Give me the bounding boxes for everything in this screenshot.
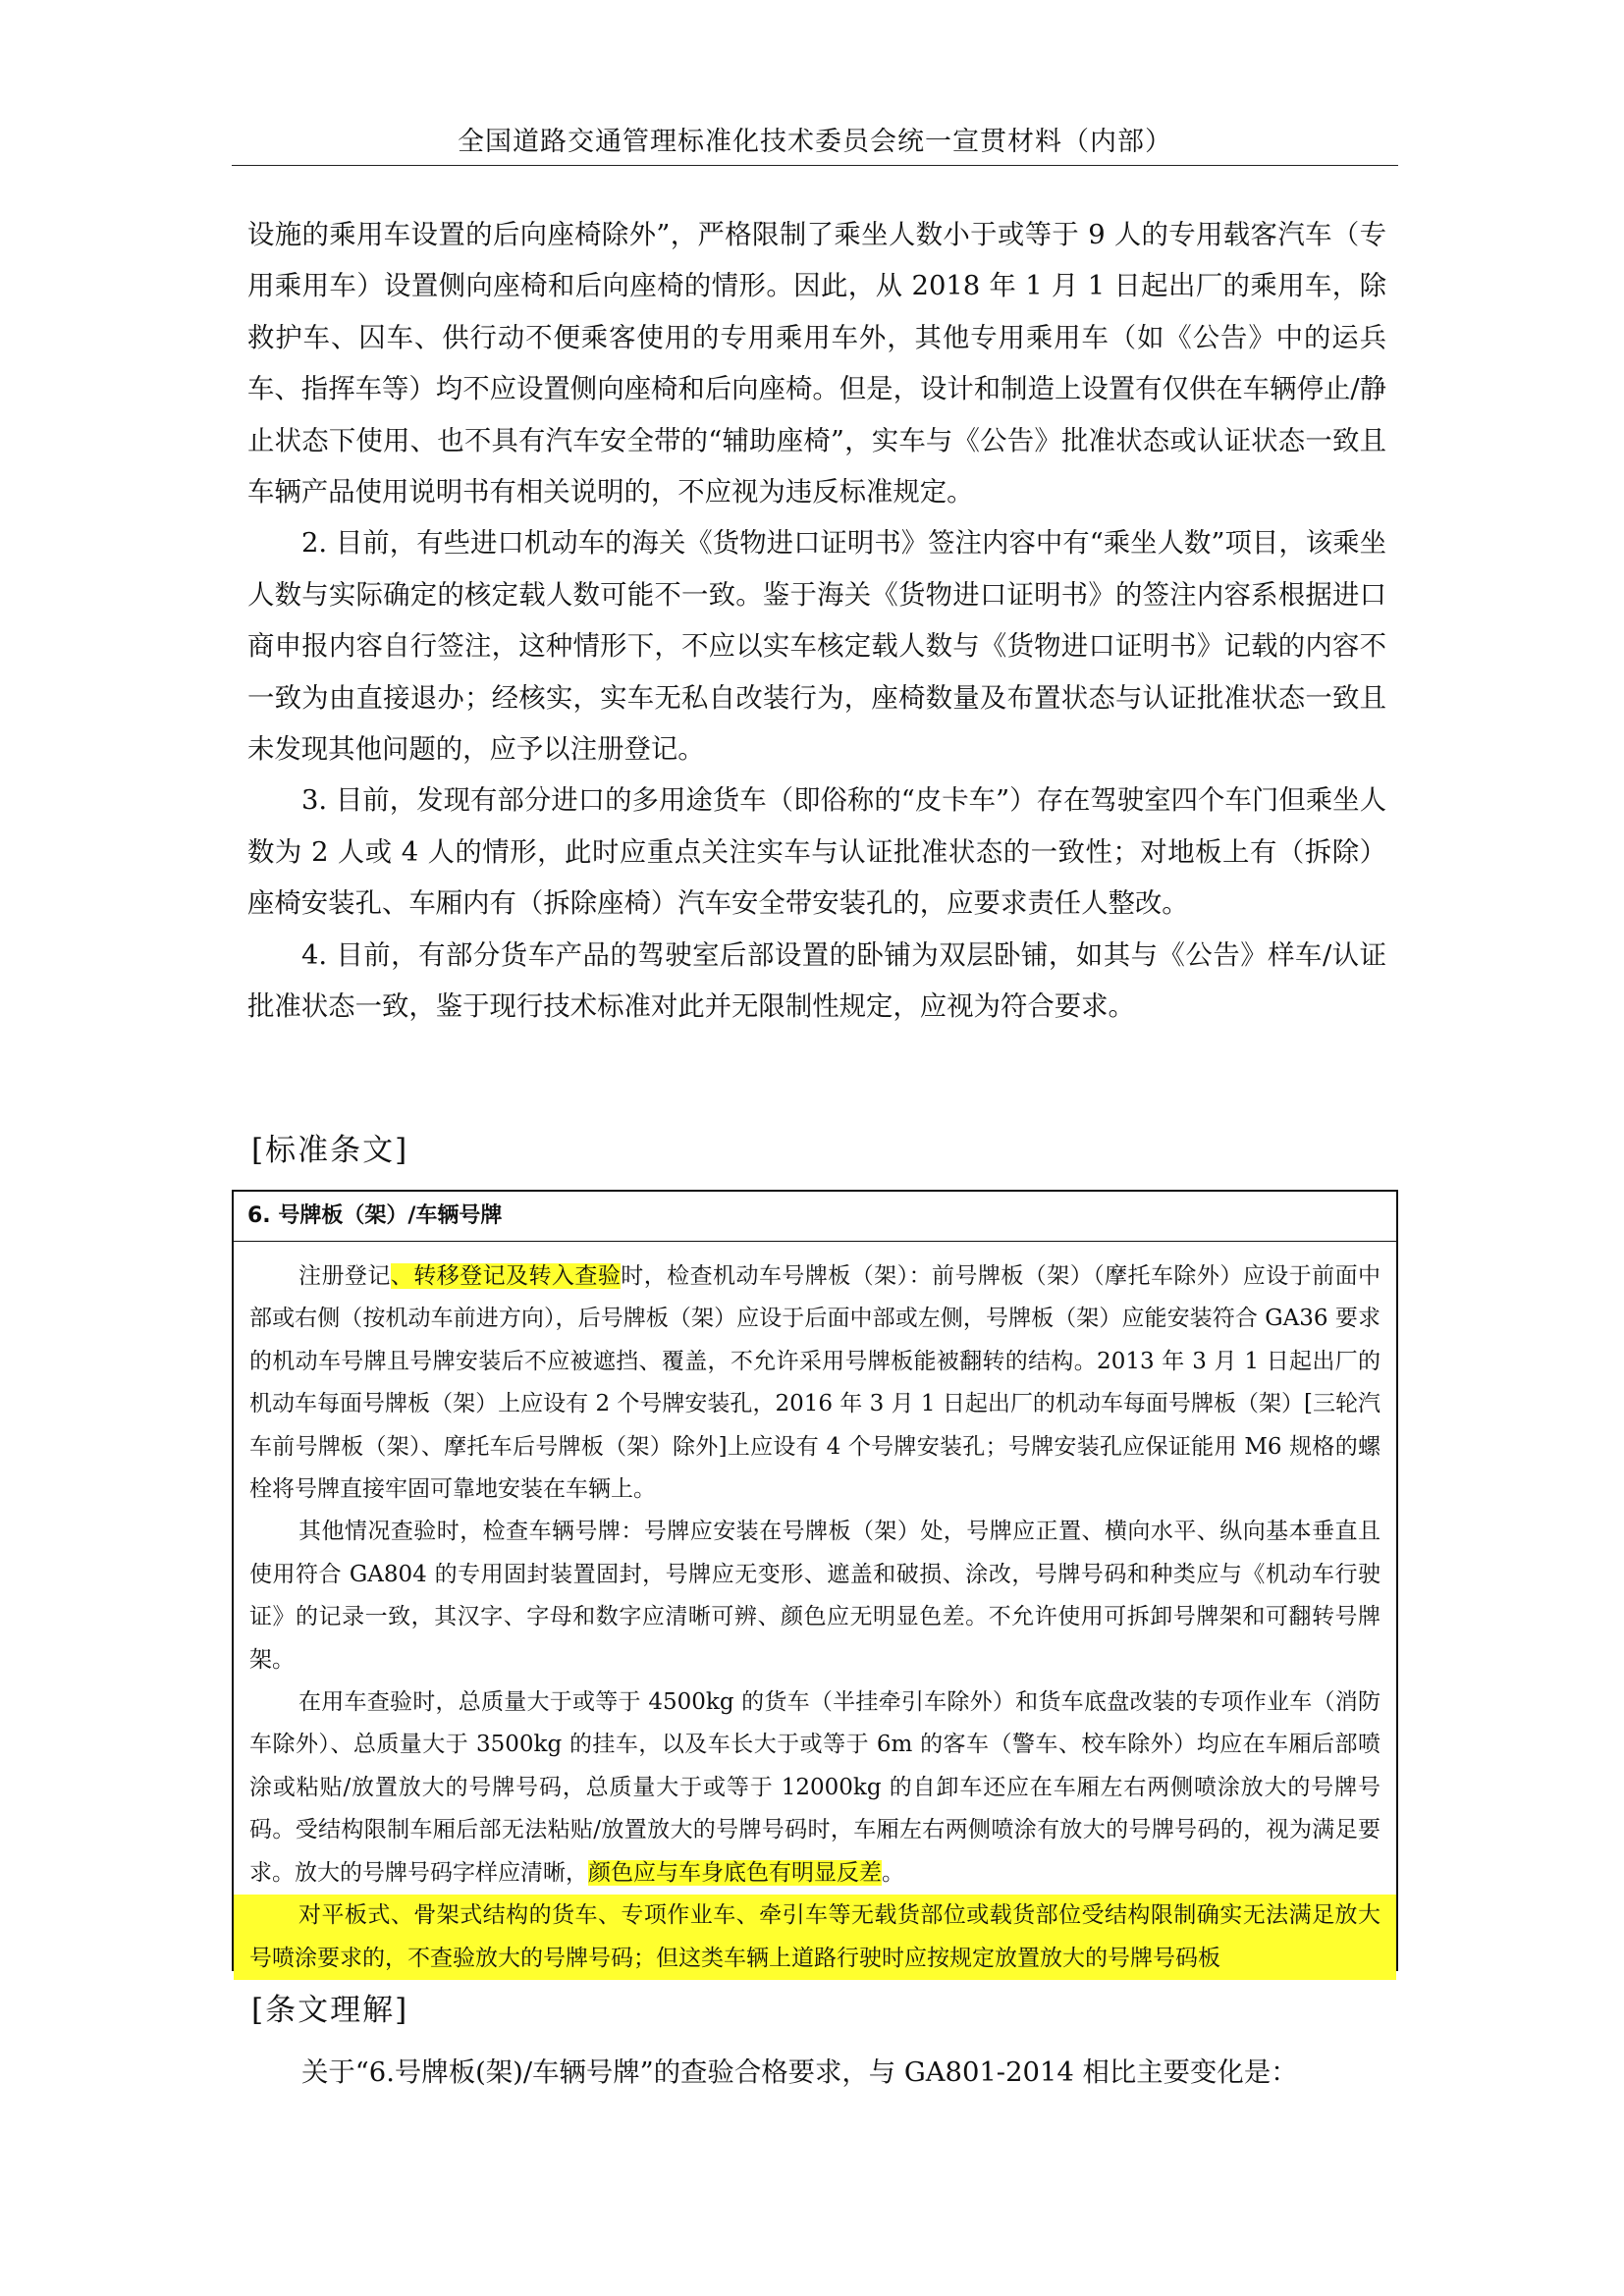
standard-clause-box bbox=[232, 1190, 1398, 1971]
clause-text: 时，检查机动车号牌板（架）：前号牌板（架）（摩托车除外）应设于前面中部或右侧（按机动车前进方向），后号牌板（架）应设于后面中部或左侧，号牌板（架）应能安装符合 GA36 要求的机动车号牌且号牌安装后不应被遮挡、覆盖，不允许采用号牌板能被翻转的结构。2013 年 3 月 1 日起出厂的机动车每面号牌板（架）上应设有 2 个号牌安装孔，2016 年 3 月 1 日起出厂的机动车每面号牌板（架）[三轮汽车前号牌板（架）、摩托车后号牌板（架）除外]上应设有 4 个号牌安装孔；号牌安装孔应保证能用 M6 规格的螺栓将号牌直接牢固可靠地安装在车辆上。 bbox=[249, 1263, 1381, 1503]
highlighted-text: 、转移登记及转入查验 bbox=[390, 1263, 622, 1289]
understanding-intro: 关于“6.号牌板(架)/车辆号牌”的查验合格要求，与 GA801-2014 相比主要变化是： bbox=[301, 2057, 1298, 2088]
clause-paragraph-other-inspection: 其他情况查验时，检查车辆号牌：号牌应安装在号牌板（架）处，号牌应正置、横向水平、纵向基本垂直且使用符合 GA804 的专用固封装置固封，号牌应无变形、遮盖和破损、涂改，号牌号码和种类应与《机动车行驶证》的记录一致，其汉字、字母和数字应清晰可辨、颜色应无明显色差。不允许使用可拆卸号牌架和可翻转号牌架。 bbox=[249, 1519, 1380, 1673]
paragraph-3: 3. 目前，发现有部分进口的多用途货车（即俗称的“皮卡车”）存在驾驶室四个车门但乘坐人数为 2 人或 4 人的情形，此时应重点关注实车与认证批准状态的一致性；对地板上有（拆除）座椅安装孔、车厢内有（拆除座椅）汽车安全带安装孔的，应要求责任人整改。 bbox=[247, 785, 1386, 920]
highlighted-text: 颜色应与车身底色有明显反差 bbox=[588, 1859, 882, 1886]
clause-paragraph-in-use-inspection bbox=[249, 1682, 1380, 1895]
paragraph-continued: 设施的乘用车设置的后向座椅除外”，严格限制了乘坐人数小于或等于 9 人的专用载客汽车（专用乘用车）设置侧向座椅和后向座椅的情形。因此，从 2018 年 1 月 1 日起出厂的乘用车，除救护车、囚车、供行动不便乘客使用的专用乘用车外，其他专用乘用车（如《公告》中的运兵车、指挥车等）均不应设置侧向座椅和后向座椅。但是，设计和制造上设置有仅供在车辆停止/静止状态下使用、也不具有汽车安全带的“辅助座椅”，实车与《公告》批准状态或认证状态一致且车辆产品使用说明书有相关说明的，不应视为违反标准规定。 bbox=[247, 220, 1386, 508]
body-text bbox=[247, 210, 1386, 1034]
clause-text: 注册登记 bbox=[298, 1263, 391, 1289]
clause-text: 。 bbox=[882, 1859, 904, 1886]
standard-clause-body bbox=[234, 1242, 1396, 1980]
clause-paragraph-registration bbox=[249, 1255, 1380, 1511]
paragraph-4: 4. 目前，有部分货车产品的驾驶室后部设置的卧铺为双层卧铺，如其与《公告》样车/认证批准状态一致，鉴于现行技术标准对此并无限制性规定，应视为符合要求。 bbox=[247, 939, 1386, 1023]
clause-paragraph-highlighted: 对平板式、骨架式结构的货车、专项作业车、牵引车等无载货部位或载货部位受结构限制确实无法满足放大号喷涂要求的，不查验放大的号牌号码；但这类车辆上道路行驶时应按规定放置放大的号牌号码板 bbox=[234, 1895, 1396, 1980]
understanding-section-label: [条文理解] bbox=[251, 1993, 409, 2028]
standard-clause-title: 6. 号牌板（架）/车辆号牌 bbox=[234, 1192, 1396, 1242]
paragraph-2: 2. 目前，有些进口机动车的海关《货物进口证明书》签注内容中有“乘坐人数”项目，该乘坐人数与实际确定的核定载人数可能不一致。鉴于海关《货物进口证明书》的签注内容系根据进口商申报内容自行签注，这种情形下，不应以实车核定载人数与《货物进口证明书》记载的内容不一致为由直接退办；经核实，实车无私自改装行为，座椅数量及布置状态与认证批准状态一致且未发现其他问题的，应予以注册登记。 bbox=[247, 528, 1386, 766]
header-divider bbox=[232, 165, 1398, 166]
clause-text: 在用车查验时，总质量大于或等于 4500kg 的货车（半挂牵引车除外）和货车底盘改装的专项作业车（消防车除外）、总质量大于 3500kg 的挂车，以及车长大于或等于 6m 的客车（警车、校车除外）均应在车厢后部喷涂或粘贴/放置放大的号牌号码，总质量大于或等于 12000kg 的自卸车还应在车厢左右两侧喷涂放大的号牌号码。受结构限制车厢后部无法粘贴/放置放大的号牌号码时，车厢左右两侧喷涂有放大的号牌号码的，视为满足要求。放大的号牌号码字样应清晰， bbox=[249, 1689, 1380, 1886]
standard-section-label: [标准条文] bbox=[251, 1133, 409, 1168]
page-header: 全国道路交通管理标准化技术委员会统一宣贯材料（内部） bbox=[458, 127, 1172, 157]
